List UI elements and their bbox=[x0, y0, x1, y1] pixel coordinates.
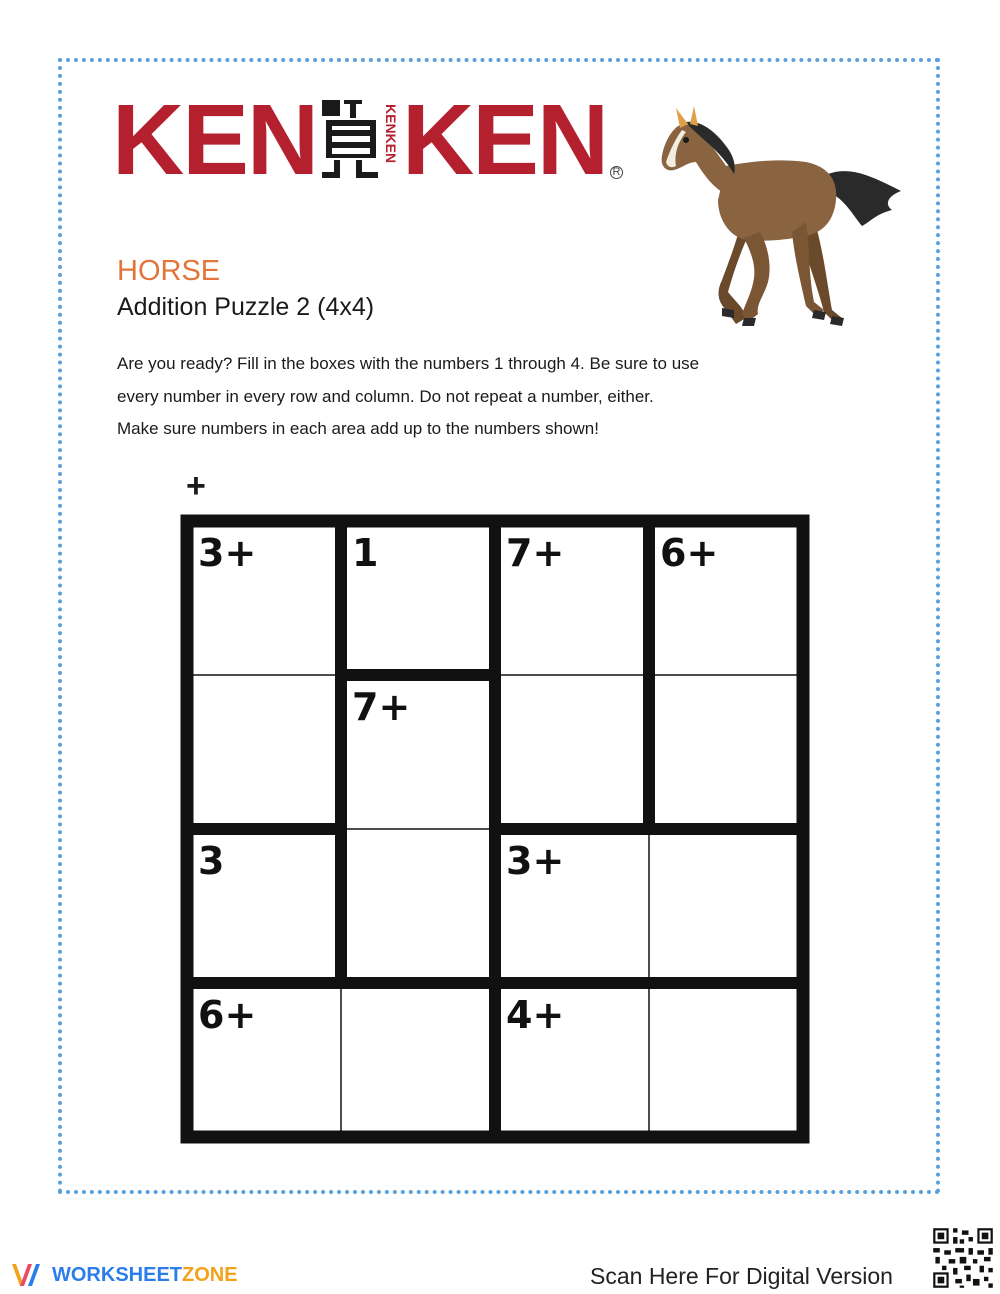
cage-clue: 6+ bbox=[198, 993, 257, 1037]
scan-prompt: Scan Here For Digital Version bbox=[590, 1263, 893, 1289]
grid-cell[interactable] bbox=[341, 983, 495, 1137]
cage-clue: 4+ bbox=[506, 993, 565, 1037]
cage-clue: 1 bbox=[352, 531, 379, 575]
logo-word-right: KEN bbox=[402, 84, 608, 196]
instructions bbox=[117, 348, 797, 446]
instruction-line: Make sure numbers in each area add up to the numbers shown! bbox=[117, 419, 599, 438]
grid-cell[interactable] bbox=[649, 829, 803, 983]
kenken-logo bbox=[112, 84, 622, 196]
cage-clue: 3 bbox=[198, 839, 225, 883]
grid-lines bbox=[180, 514, 810, 1144]
brand-name-part1: WORKSHEET bbox=[52, 1264, 182, 1286]
grid-cell[interactable] bbox=[187, 675, 341, 829]
logo-side-text: KENKEN bbox=[383, 104, 399, 164]
worksheet-zone-logo-icon bbox=[10, 1260, 46, 1290]
grid-cell[interactable] bbox=[341, 829, 495, 983]
cage-clue: 7+ bbox=[506, 531, 565, 575]
grid-cell[interactable] bbox=[649, 675, 803, 829]
kenken-grid bbox=[180, 514, 810, 1144]
logo-word-left: KEN bbox=[112, 84, 318, 196]
worksheet-subtitle: Addition Puzzle 2 (4x4) bbox=[117, 293, 375, 321]
cage-clue: 3+ bbox=[506, 839, 565, 883]
instruction-line: every number in every row and column. Do not repeat a number, either. bbox=[117, 386, 654, 406]
horse-illustration bbox=[656, 96, 906, 336]
qr-code[interactable] bbox=[931, 1226, 995, 1290]
cage-clue: 7+ bbox=[352, 685, 411, 729]
kanji-logo-mark bbox=[320, 98, 400, 180]
cage-clue: 6+ bbox=[660, 531, 719, 575]
grid-cell[interactable] bbox=[495, 675, 649, 829]
worksheet-topic: HORSE bbox=[117, 255, 221, 287]
instruction-line: Are you ready? Fill in the boxes with the numbers 1 through 4. Be sure to use bbox=[117, 354, 700, 373]
operation-symbol: + bbox=[186, 467, 206, 505]
cage-clue: 3+ bbox=[198, 531, 257, 575]
grid-cell[interactable] bbox=[649, 983, 803, 1137]
registered-mark: R bbox=[610, 166, 623, 179]
brand-name-part2: ZONE bbox=[182, 1264, 238, 1286]
